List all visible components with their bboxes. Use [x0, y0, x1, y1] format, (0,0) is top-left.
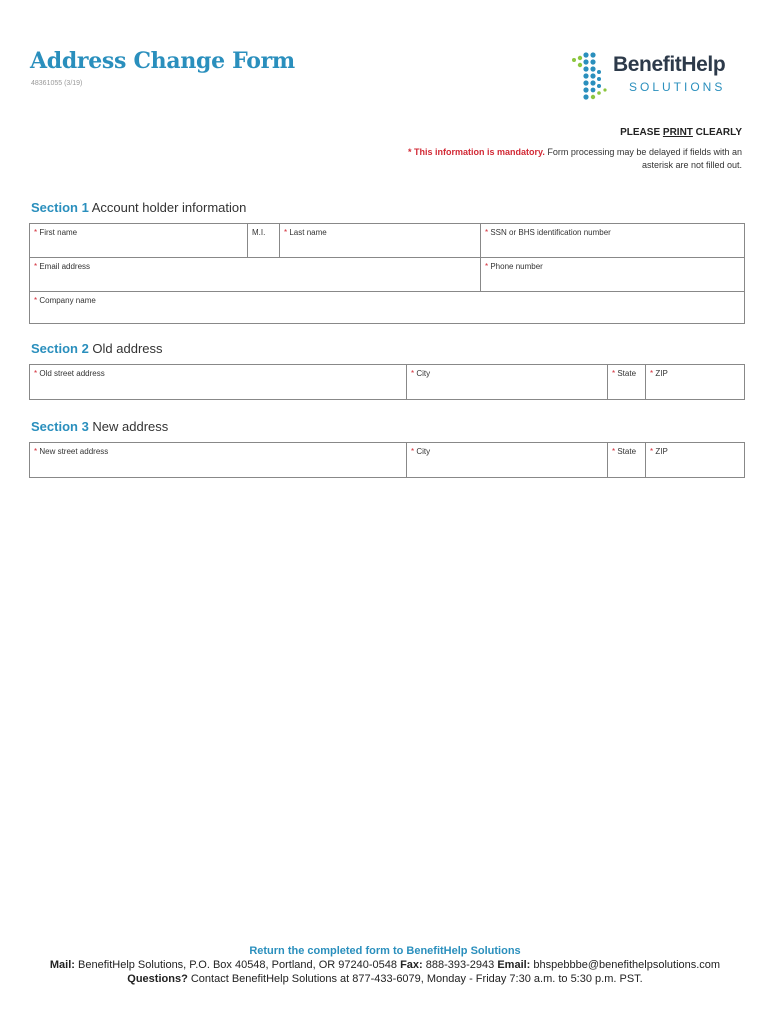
- mandatory-text: Form processing may be delayed if fields with an asterisk are not filled out.: [544, 147, 742, 170]
- new-city-field[interactable]: * City: [407, 443, 608, 477]
- section-3-title: Section 3 New address: [31, 419, 169, 434]
- ssn-field[interactable]: * SSN or BHS identification number: [485, 228, 611, 237]
- new-street-field[interactable]: * New street address: [30, 443, 407, 477]
- phone-field[interactable]: * Phone number: [485, 262, 543, 271]
- old-state-field[interactable]: * State: [608, 365, 646, 399]
- print-clearly-notice: PLEASE PRINT CLEARLY: [620, 127, 742, 138]
- mandatory-label: * This information is mandatory.: [408, 147, 545, 157]
- footer-questions-line: Questions? Contact BenefitHelp Solutions at 877-433-6079, Monday - Friday 7:30 a.m. to 5:30 p.m. PST.: [127, 973, 643, 985]
- middle-initial-field[interactable]: M.I.: [248, 224, 280, 257]
- footer-email-link[interactable]: bhspebbbe@benefithelpsolutions.com: [530, 959, 721, 971]
- new-state-field[interactable]: * State: [608, 443, 646, 477]
- logo-subtitle: SOLUTIONS: [629, 80, 726, 94]
- section-1-title: Section 1 Account holder information: [31, 200, 247, 215]
- footer-mail-line: Mail: BenefitHelp Solutions, P.O. Box 40548, Portland, OR 97240-0548 Fax: 888-393-2943 Email: bhspebbbe@benefithelpsolutions.com: [49, 959, 721, 971]
- company-name-field[interactable]: * Company name: [34, 296, 96, 305]
- last-name-field[interactable]: * Last name: [280, 224, 481, 257]
- section-3-grid: [29, 442, 745, 478]
- first-name-field[interactable]: * First name: [30, 224, 248, 257]
- section-1-grid: [29, 223, 745, 324]
- section-3-row: [30, 443, 744, 477]
- footer-return-line: Return the completed form to BenefitHelp Solutions: [249, 945, 521, 957]
- form-number: 48361055 (3/19): [31, 80, 83, 87]
- form-title: Address Change Form: [30, 48, 295, 74]
- section-1-row-name: [30, 224, 744, 258]
- mandatory-notice: [382, 146, 742, 172]
- email-field[interactable]: * Email address: [30, 258, 481, 291]
- logo-dots-icon: [568, 50, 612, 102]
- old-street-field[interactable]: * Old street address: [30, 365, 407, 399]
- benefithelp-logo: [568, 50, 748, 102]
- section-2-grid: [29, 364, 745, 400]
- logo-name: BenefitHelp: [613, 53, 726, 76]
- section-2-row: [30, 365, 744, 399]
- new-zip-field[interactable]: * ZIP: [650, 447, 668, 456]
- section-1-row-contact: [30, 258, 744, 292]
- section-1-row-company: [30, 292, 744, 323]
- old-city-field[interactable]: * City: [407, 365, 608, 399]
- section-2-title: Section 2 Old address: [31, 341, 163, 356]
- old-zip-field[interactable]: * ZIP: [650, 369, 668, 378]
